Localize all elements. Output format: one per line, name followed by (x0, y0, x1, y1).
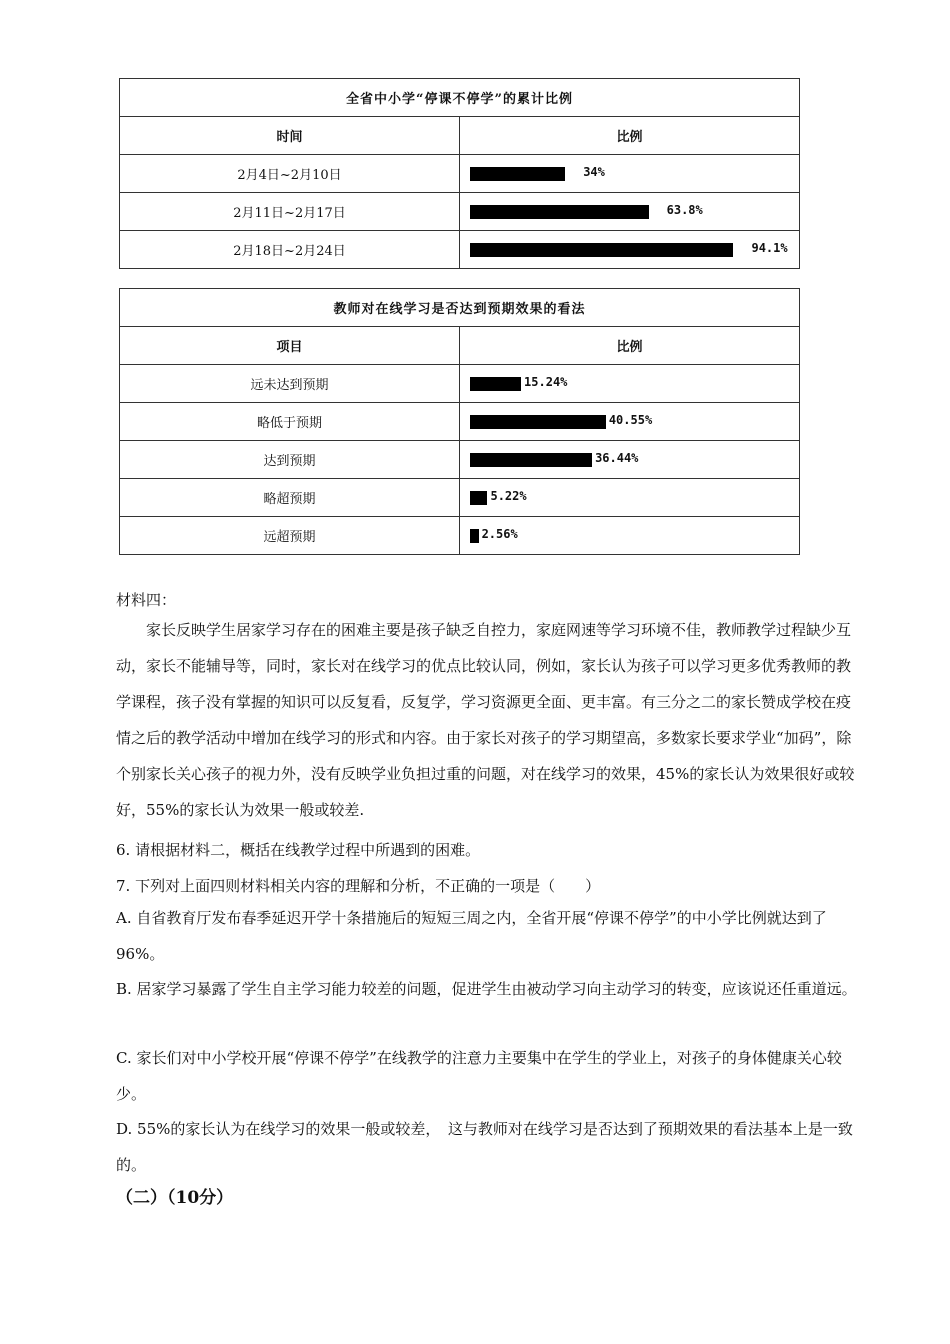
row-label: 略超预期 (120, 479, 460, 517)
table2-header-item: 项目 (120, 327, 460, 365)
bar-value-label: 36.44% (595, 451, 639, 465)
material4-heading: 材料四： (116, 591, 177, 609)
option-a: A. 自省教育厅发布春季延迟开学十条措施后的短短三周之内，全省开展“停课不停学”的中小学比例就达到了96%。 (116, 909, 827, 963)
row-label: 2月18日~2月24日 (120, 231, 460, 269)
bar-cell (460, 441, 800, 479)
table-row (120, 155, 800, 193)
table-row (120, 365, 800, 403)
bar-cell (460, 403, 800, 441)
bar (470, 415, 606, 429)
row-label: 略低于预期 (120, 403, 460, 441)
bar (470, 205, 649, 219)
question-6: 6. 请根据材料二，概括在线教学过程中所遇到的困难。 (116, 841, 481, 859)
row-label: 远超预期 (120, 517, 460, 555)
bar (470, 491, 487, 505)
bar (470, 167, 565, 181)
row-label: 2月4日~2月10日 (120, 155, 460, 193)
bar-value-label: 2.56% (481, 527, 518, 541)
bar-value-label: 94.1% (751, 241, 788, 255)
question-7: 7. 下列对上面四则材料相关内容的理解和分析，不正确的一项是（ ） (116, 877, 601, 895)
section-heading: （二）（10分） (116, 1188, 234, 1208)
table-row (120, 517, 800, 555)
table-row (120, 479, 800, 517)
bar (470, 377, 521, 391)
bar-value-label: 34% (583, 165, 605, 179)
bar-cell (460, 231, 800, 269)
table-row (120, 193, 800, 231)
option-d: D. 55%的家长认为在线学习的效果一般或较差， 这与教师对在线学习是否达到了预期效果的看法基本上是一致的。 (116, 1120, 853, 1174)
table1-title: 全省中小学“停课不停学”的累计比例 (120, 79, 800, 117)
option-c: C. 家长们对中小学校开展“停课不停学”在线教学的注意力主要集中在学生的学业上，对孩子的身体健康关心较少。 (116, 1049, 842, 1103)
bar-cell (460, 193, 800, 231)
bar-value-label: 40.55% (608, 413, 653, 427)
bar-value-label: 63.8% (666, 203, 703, 217)
table1-header-time: 时间 (120, 117, 460, 155)
option-b: B. 居家学习暴露了学生自主学习能力较差的问题，促进学生由被动学习向主动学习的转变，应该说还任重道远。 (116, 980, 857, 998)
bar-cell (460, 517, 800, 555)
bar-cell (460, 365, 800, 403)
table-row (120, 403, 800, 441)
bar (470, 529, 479, 543)
bar-cell (460, 155, 800, 193)
table2-title: 教师对在线学习是否达到预期效果的看法 (120, 289, 800, 327)
row-label: 远未达到预期 (120, 365, 460, 403)
cumulative-ratio-table (119, 78, 800, 269)
table2-header-ratio: 比例 (460, 327, 800, 365)
bar-cell (460, 479, 800, 517)
teacher-opinion-table (119, 288, 800, 555)
table-row (120, 441, 800, 479)
table1-header-ratio: 比例 (460, 117, 800, 155)
bar-value-label: 15.24% (524, 375, 568, 389)
bar-value-label: 5.22% (490, 489, 527, 503)
bar (470, 243, 733, 257)
row-label: 达到预期 (120, 441, 460, 479)
row-label: 2月11日~2月17日 (120, 193, 460, 231)
table-row (120, 231, 800, 269)
material4-body: 家长反映学生居家学习存在的困难主要是孩子缺乏自控力，家庭网速等学习环境不佳，教师教学过程缺少互动，家长不能辅导等，同时，家长对在线学习的优点比较认同，例如，家长认为孩子可以学习更多优秀教师的教学课程，孩子没有掌握的知识可以反复看，反复学，学习资源更全面、更丰富。有三分之二的家长赞成学校在疫情之后的教学活动中增加在线学习的形式和内容。由于家长对孩子的学习期望高，多数家长要求学业“加码”，除个别家长关心孩子的视力外，没有反映学业负担过重的问题，对在线学习的效果，45%的家长认为效果很好或较好，55%的家长认为效果一般或较差. (116, 621, 855, 819)
bar (470, 453, 592, 467)
